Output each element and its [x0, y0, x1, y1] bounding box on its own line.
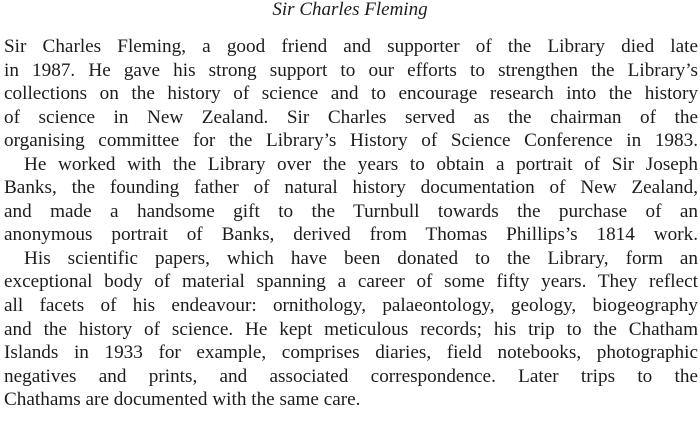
paragraph-3-line-3: all facets of his endeavour: ornithology, palaeontology, geology, biogeography — [4, 295, 698, 317]
paragraph-1-line-2: in 1987. He gave his strong support to our efforts to strengthen the Library’s — [4, 59, 698, 81]
paragraph-3-line-6: negatives and prints, and associated correspondence. Later trips to the — [4, 365, 698, 387]
paragraph-3-line-7: Chathams are documented with the same care. — [4, 389, 361, 411]
paragraph-3-line-1: His scientific papers, which have been donated to the Library, form an — [24, 247, 698, 269]
paragraph-3-line-2: exceptional body of material spanning a career of some fifty years. They reflect — [4, 271, 698, 293]
paragraph-1 — [4, 35, 698, 153]
paragraph-2-line-1: He worked with the Library over the years to obtain a portrait of Sir Joseph — [24, 153, 698, 175]
paragraph-3-line-5: Islands in 1933 for example, comprises diaries, field notebooks, photographic — [4, 342, 698, 364]
paragraph-1-line-3: collections on the history of science and to encourage research into the history — [4, 83, 698, 105]
paragraph-2-line-2: Banks, the founding father of natural history documentation of New Zealand, — [4, 177, 698, 199]
paragraph-2-line-3: and made a handsome gift to the Turnbull towards the purchase of an — [4, 200, 698, 222]
paragraph-3-line-4: and the history of science. He kept meticulous records; his trip to the Chatham — [4, 318, 698, 340]
paragraph-1-line-5: organising committee for the Library’s History of Science Conference in 1983. — [4, 130, 698, 152]
body-text — [4, 35, 698, 412]
paragraph-1-line-1: Sir Charles Fleming, a good friend and supporter of the Library died late — [4, 36, 698, 57]
page-heading: Sir Charles Fleming — [272, 0, 428, 20]
paragraph-2-line-4: anonymous portrait of Banks, derived from Thomas Phillips’s 1814 work. — [4, 224, 698, 246]
paragraph-2 — [4, 153, 698, 247]
paragraph-3 — [4, 247, 698, 412]
paragraph-1-line-4: of science in New Zealand. Sir Charles served as the chairman of the — [4, 106, 698, 128]
